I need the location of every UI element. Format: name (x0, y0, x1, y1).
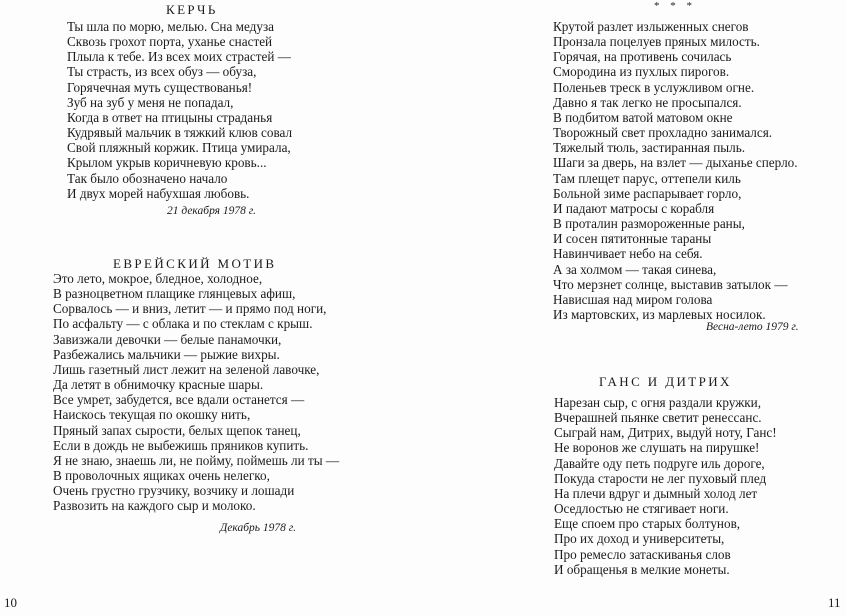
poem-line: Давно я так легко не просыпался. (553, 94, 742, 110)
poem-title: * * * (654, 0, 696, 12)
poem-line: Да летят в обнимочку красные шары. (53, 377, 264, 393)
poem-date: Весна-лето 1979 г. (706, 321, 799, 333)
poem-text (553, 19, 798, 322)
poem-line: Смородина из пухлых пирогов. (553, 64, 730, 80)
poem-line: Больной зиме распарывает горло, (553, 185, 742, 201)
poem-line: Развозить на каждого сыр и молоко. (53, 498, 256, 514)
poem-line: Тяжелый тюль, застиранная пыль. (553, 140, 746, 156)
poem-line: И сосен пятитонные тараны (553, 231, 712, 247)
poem-line: Ты шла по морю, мелью. Сна медуза (67, 19, 275, 34)
poem-line: Если в дождь не выбежишь пряников купить. (53, 437, 309, 453)
poem-line: Наискось текущая по окошку нить, (53, 407, 251, 423)
poem-line: Все умрет, забудется, все вдали останется — (53, 392, 305, 408)
poem-line: Завизжали девочки — белые панамочки, (53, 331, 282, 347)
poem-line: Поленьев треск в услужливом огне. (553, 79, 755, 95)
poem-text (53, 271, 339, 514)
poem-line: Оседлостью не стягивает ноги. (554, 501, 729, 517)
poem-line: Покуда старости не лег пуховый плед (554, 470, 767, 486)
poem-line: И падают матросы с корабля (553, 200, 715, 216)
poem-text (554, 395, 777, 577)
poem-line: Нарезан сыр, с огня раздали кружки, (554, 395, 762, 410)
poem-line: Что мерзнет солнце, выставив затылок — (553, 276, 788, 292)
poem-line: На плечи вдруг и дымный холод лет (554, 485, 758, 501)
poem-title: ЕВРЕЙСКИЙ МОТИВ (113, 256, 277, 271)
poem-line: И обращенья в мелкие монеты. (554, 561, 730, 577)
poem-line: И двух морей набухшая любовь. (67, 185, 250, 201)
poem-line: Свой пляжный коржик. Птица умирала, (67, 140, 291, 156)
poem-line: Пронзала поцелуев пряных милость. (553, 34, 760, 50)
poem-line: Сквозь грохот порта, уханье снастей (67, 34, 273, 50)
poem-line: Горячая, на противень сочилась (553, 49, 732, 65)
right-page (423, 0, 846, 616)
poem-date: 21 декабря 1978 г. (167, 205, 256, 217)
poem-line: В разноцветном плащике глянцевых афиш, (53, 286, 296, 302)
poem-line: Плыла к тебе. Из всех моих страстей — (67, 49, 291, 65)
poem-line: Кудрявый мальчик в тяжкий клюв совал (67, 125, 293, 141)
poem-line: Лишь газетный лист лежит на зеленой лавочке, (53, 361, 320, 377)
poem-line: Крутой разлет излыженных снегов (553, 19, 749, 34)
poem-line: Не воронов же слушать на пирушке! (554, 440, 760, 456)
poem-line: Шаги за дверь, на взлет — дыханье сперло. (553, 155, 798, 171)
poem-line: Нависшая над миром голова (553, 291, 713, 307)
poem-line: В подбитом ватой матовом окне (553, 109, 733, 125)
poem-line: А за холмом — такая синева, (553, 261, 717, 277)
poem-line: Навинчивает небо на себя. (553, 246, 703, 262)
poem-line: Горячечная муть существованья! (67, 79, 253, 95)
poem-line: Это лето, мокрое, бледное, холодное, (53, 271, 263, 286)
poem-text (67, 19, 292, 201)
poem-line: Сорвалось — и вниз, летит — и прямо под ноги, (53, 301, 327, 317)
poem-line: Когда в ответ на птицыны страданья (67, 109, 273, 125)
page-number: 10 (4, 595, 17, 610)
poem-date: Декабрь 1978 г. (220, 522, 296, 534)
poem-line: В проталин размороженные раны, (553, 216, 745, 232)
poem-line: В проволочных ящиках очень нелегко, (53, 468, 270, 484)
poem-line: Ты страсть, из всех обуз — обуза, (67, 64, 257, 80)
poem-line: Пряный запах сырости, белых щепок танец, (53, 422, 301, 438)
page-number: 11 (828, 595, 841, 610)
poem-line: Еще споем про старых болтунов, (554, 516, 741, 532)
poem-line: Про ремесло затаскиванья слов (554, 546, 731, 562)
poem-title: ГАНС И ДИТРИХ (599, 374, 732, 389)
poem-line: Давайте оду петь подруге иль дороге, (554, 455, 765, 471)
poem-line: По асфальту — с облака и по стеклам с крыш. (53, 316, 313, 332)
poem-line: Из мартовских, из марлевых носилок. (553, 306, 766, 322)
poem-line: Вчерашней пьянке светит ренессанс. (554, 410, 762, 426)
poem-line: Крылом укрыв коричневую кровь... (67, 155, 267, 171)
poem-title: КЕРЧЬ (166, 2, 218, 17)
poem-line: Зуб на зуб у меня не попадал, (67, 94, 234, 110)
poem-line: Творожный свет прохладно занимался. (553, 125, 773, 141)
poem-line: Очень грустно грузчику, возчику и лошади (53, 483, 295, 499)
poem-line: Я не знаю, знаешь ли, не пойму, поймешь ли ты — (53, 452, 340, 468)
poem-line: Сыграй нам, Дитрих, выдуй ноту, Ганс! (554, 425, 777, 441)
poem-line: Про их доход и университеты, (554, 531, 725, 547)
poem-line: Там плещет парус, оттепели киль (553, 170, 741, 186)
poem-line: Так было обозначено начало (67, 170, 228, 186)
poem-line: Разбежались мальчики — рыжие вихры. (53, 346, 280, 362)
